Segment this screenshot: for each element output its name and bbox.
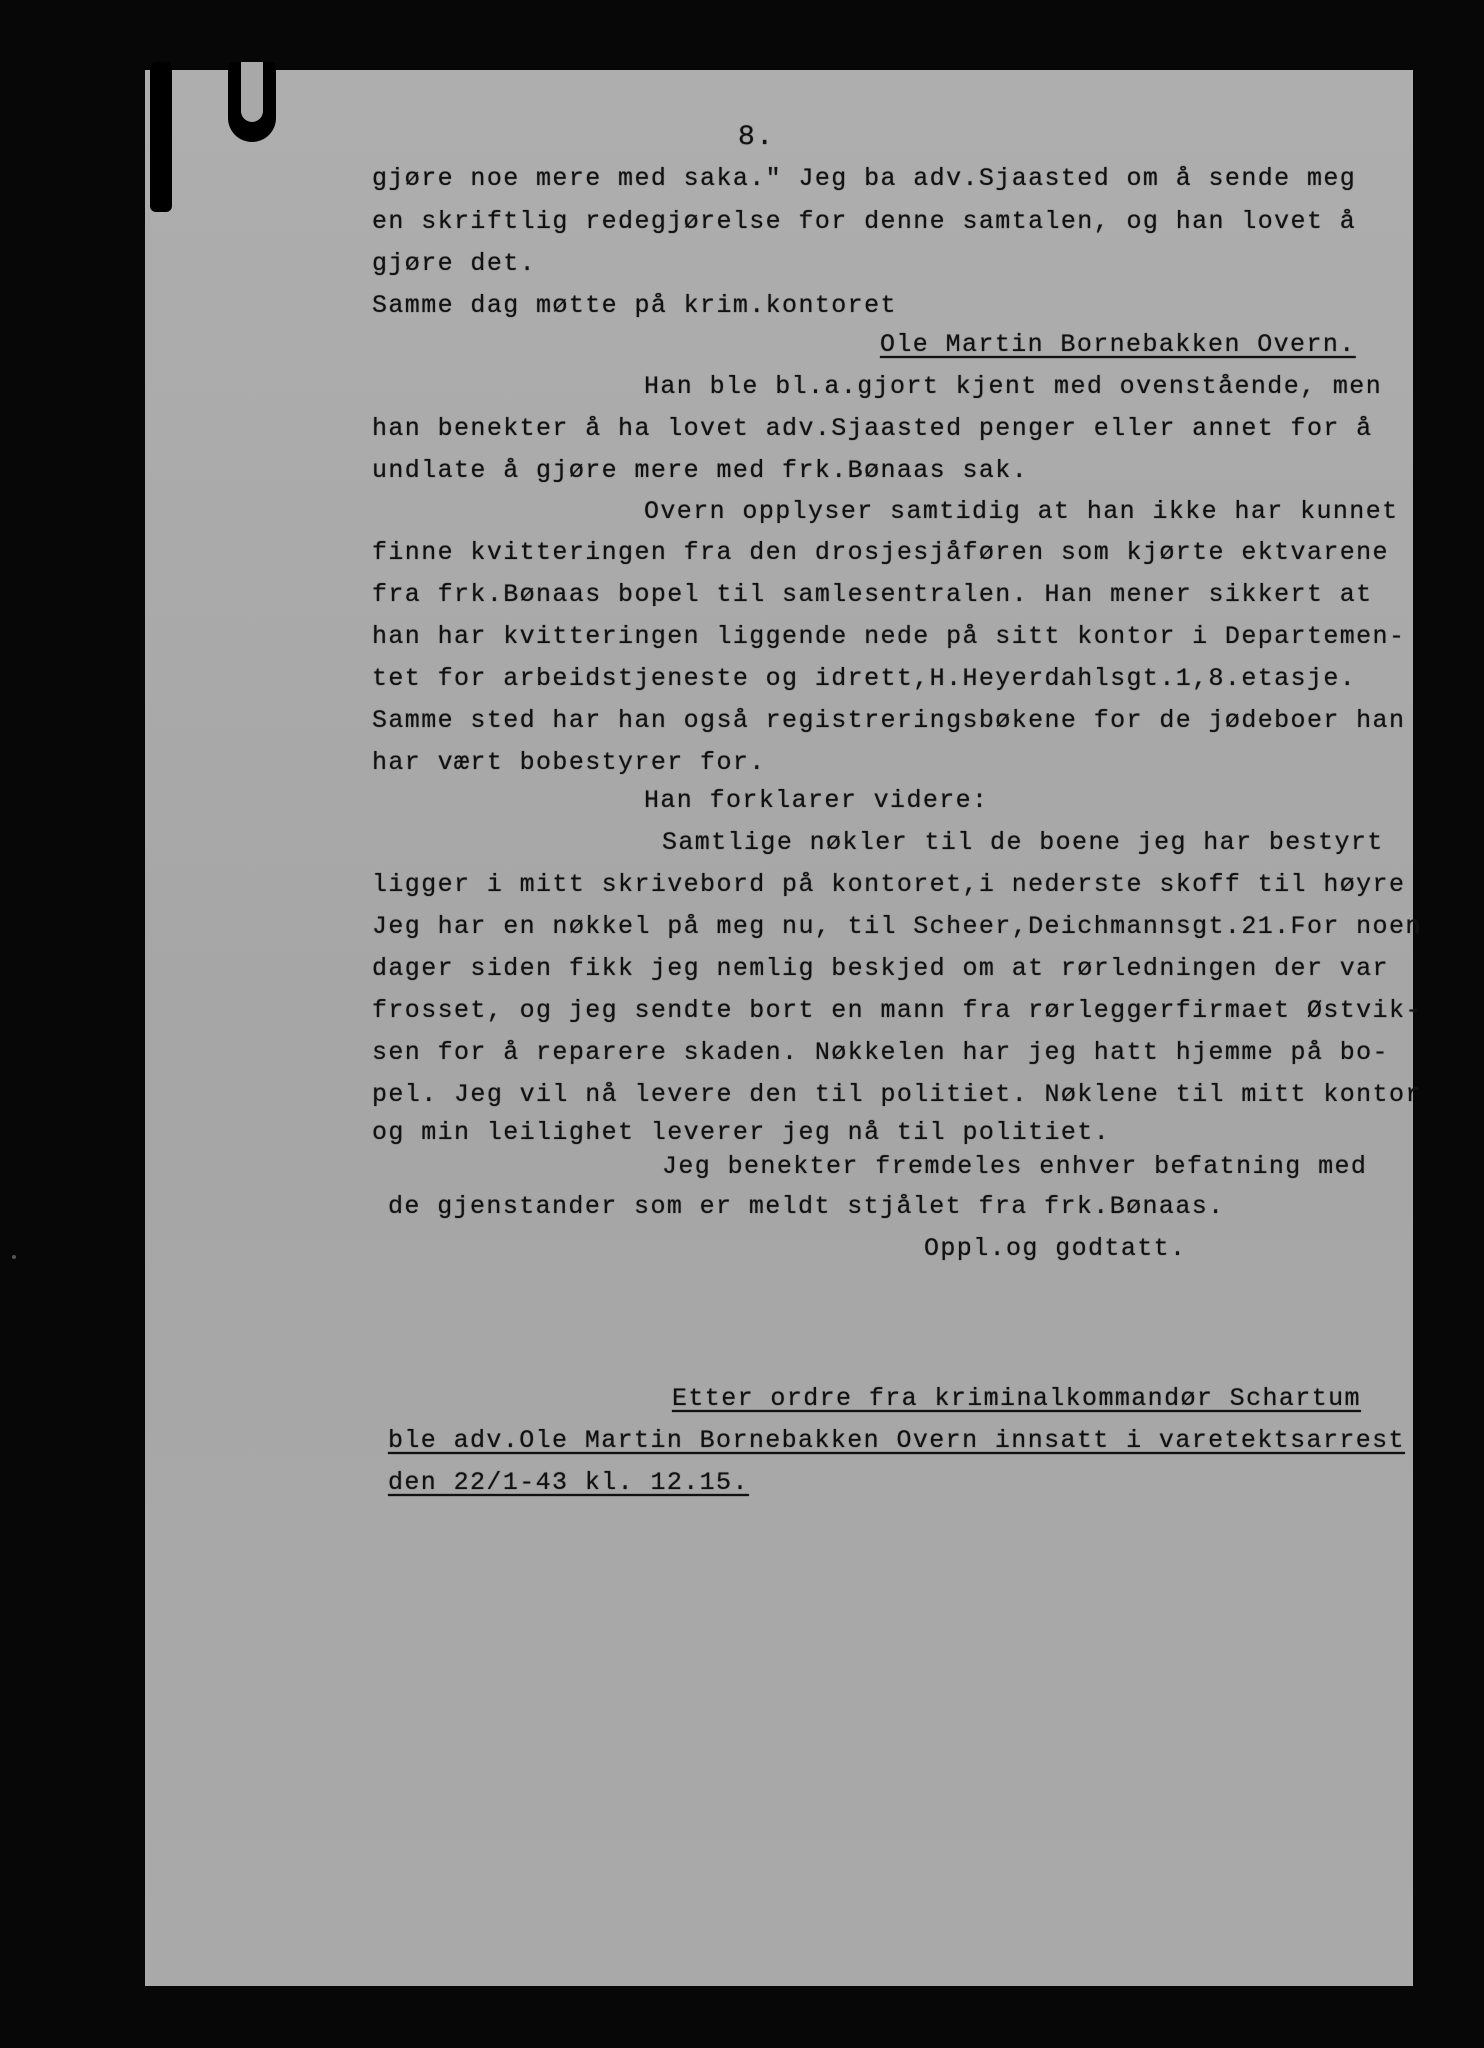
text-line: Overn opplyser samtidig at han ikke har kunnet <box>644 497 1399 526</box>
text-line-order: den 22/1-43 kl. 12.15. <box>388 1468 749 1497</box>
text-line: Samme sted har han også registreringsbøkene for de jødeboer han <box>372 706 1406 735</box>
text-line-heading: Ole Martin Bornebakken Overn. <box>880 330 1356 359</box>
text-line: Han forklarer videre: <box>644 786 989 815</box>
text-line: gjøre det. <box>372 249 537 278</box>
text-line: undlate å gjøre mere med frk.Bønaas sak. <box>372 456 1029 485</box>
text-line: de gjenstander som er meldt stjålet fra frk.Bønaas. <box>388 1192 1225 1221</box>
text-line-order: ble adv.Ole Martin Bornebakken Overn innsatt i varetektsarrest <box>388 1426 1405 1455</box>
page-number: 8. <box>738 122 775 153</box>
binding-mark <box>228 62 276 142</box>
text-line: finne kvitteringen fra den drosjesjåføren som kjørte ektvarene <box>372 538 1389 567</box>
text-line: pel. Jeg vil nå levere den til politiet. Nøklene til mitt kontor <box>372 1080 1422 1109</box>
text-line-order: Etter ordre fra kriminalkommandør Schartum <box>672 1384 1361 1413</box>
text-line: Jeg benekter fremdeles enhver befatning med <box>662 1152 1368 1181</box>
text-line: en skriftlig redegjørelse for denne samtalen, og han lovet å <box>372 207 1357 236</box>
text-line: Oppl.og godtatt. <box>924 1234 1187 1263</box>
text-line: fra frk.Bønaas bopel til samlesentralen. Han mener sikkert at <box>372 580 1373 609</box>
text-line: tet for arbeidstjeneste og idrett,H.Heyerdahlsgt.1,8.etasje. <box>372 664 1357 693</box>
text-line: sen for å reparere skaden. Nøkkelen har jeg hatt hjemme på bo- <box>372 1038 1389 1067</box>
text-line: Han ble bl.a.gjort kjent med ovenstående, men <box>644 372 1383 401</box>
text-line: dager siden fikk jeg nemlig beskjed om at rørledningen der var <box>372 954 1389 983</box>
text-line: han benekter å ha lovet adv.Sjaasted penger eller annet for å <box>372 414 1373 443</box>
text-line: har vært bobestyrer for. <box>372 748 766 777</box>
text-line: ligger i mitt skrivebord på kontoret,i nederste skoff til høyre <box>372 870 1406 899</box>
binding-mark <box>150 62 172 212</box>
text-line: og min leilighet leverer jeg nå til politiet. <box>372 1118 1111 1147</box>
text-line: han har kvitteringen liggende nede på sitt kontor i Departemen- <box>372 622 1406 651</box>
text-line: Samme dag møtte på krim.kontoret <box>372 291 897 320</box>
text-line: Jeg har en nøkkel på meg nu, til Scheer,Deichmannsgt.21.For noen <box>372 912 1422 941</box>
text-line: Samtlige nøkler til de boene jeg har bestyrt <box>662 828 1384 857</box>
text-line: frosset, og jeg sendte bort en mann fra rørleggerfirmaet Østvik- <box>372 996 1422 1025</box>
text-line: gjøre noe mere med saka." Jeg ba adv.Sjaasted om å sende meg <box>372 164 1357 193</box>
speck <box>12 1255 16 1259</box>
